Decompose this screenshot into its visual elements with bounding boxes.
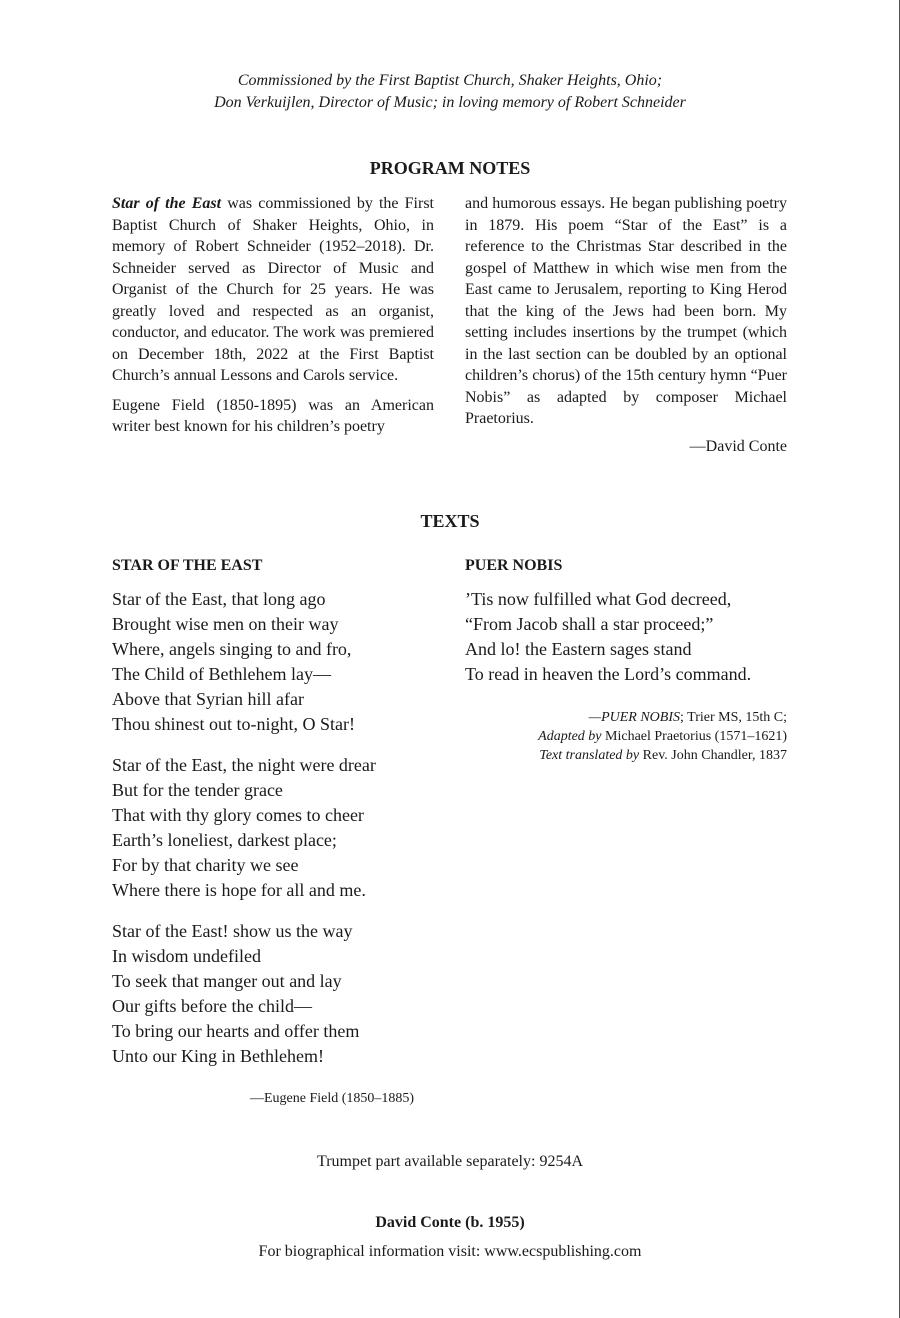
adapted-label: Adapted by [538, 729, 602, 744]
poem-line: ’Tis now fulfilled what God decreed, [465, 589, 732, 609]
dedication-line-1: Commissioned by the First Baptist Church, Shaker Heights, Ohio; [237, 72, 663, 89]
translated-label: Text translated by [539, 748, 640, 763]
poem-line: That with thy glory comes to cheer [112, 805, 364, 825]
attribution-translated [465, 746, 787, 765]
program-notes-heading: PROGRAM NOTES [369, 158, 531, 178]
star-of-the-east-title: STAR OF THE EAST [112, 557, 263, 574]
poem-line: To seek that manger out and lay [112, 971, 342, 991]
adapted-name: Michael Praetorius (1571–1621) [601, 729, 787, 744]
program-notes-paragraph-1 [112, 193, 434, 387]
star-of-the-east-poem [112, 587, 376, 1085]
attribution-source-title: PUER NOBIS [601, 710, 681, 725]
poem-line: For by that charity we see [112, 855, 299, 875]
poem-line: Thou shinest out to-night, O Star! [112, 714, 355, 734]
notes-signoff: —David Conte [689, 437, 787, 455]
poem-stanza [465, 587, 751, 687]
work-title: Star of the East [112, 195, 222, 212]
paragraph-1-text: was commissioned by the First Baptist Church of Shaker Heights, Ohio, in memory of Robert Schneider (1952–2018). Dr. Schneider served as Director of Music and Organist of the Church for 25 years. He was greatly loved and respected as an organist, conductor, and educator. The work was premiered on December 18th, 2022 at the First Baptist Church’s annual Lessons and Carols service. [112, 195, 435, 384]
attribution-adapted [465, 727, 787, 746]
puer-nobis-title: PUER NOBIS [465, 557, 563, 574]
attribution-source-rest: ; Trier MS, 15th C; [680, 710, 787, 725]
dedication [0, 70, 900, 114]
poem-line: But for the tender grace [112, 780, 283, 800]
star-attribution: —Eugene Field (1850–1885) [250, 1091, 415, 1106]
composer-name: David Conte (b. 1955) [375, 1214, 525, 1231]
poem-line: In wisdom undefiled [112, 946, 261, 966]
poem-line: Our gifts before the child— [112, 996, 312, 1016]
program-notes-paragraph-2-end: and humorous essays. He began publishing poetry in 1879. His poem “Star of the East” is a reference to the Christmas Star described in the gospel of Matthew in which wise men from the East came to Jerusalem, reporting to King Herod that the king of the Jews had been born. My setting includes insertions by the trumpet (which in the last section can be doubled by an optional children’s chorus) of the 15th century hymn “Puer Nobis” as adapted by composer Michael Praetorius. [465, 195, 787, 427]
puer-nobis-poem [465, 587, 751, 703]
translated-name: Rev. John Chandler, 1837 [639, 748, 787, 763]
attribution-dash: — [588, 710, 602, 725]
poem-line: The Child of Bethlehem lay— [112, 664, 331, 684]
poem-stanza [112, 587, 376, 737]
biography-link-text: For biographical information visit: www.ecspublishing.com [258, 1243, 642, 1260]
poem-line: Where there is hope for all and me. [112, 880, 366, 900]
poem-stanza [112, 753, 376, 903]
poem-line: Where, angels singing to and fro, [112, 639, 352, 659]
poem-line: “From Jacob shall a star proceed;” [465, 614, 714, 634]
poem-line: Unto our King in Bethlehem! [112, 1046, 324, 1066]
poem-line: Above that Syrian hill afar [112, 689, 304, 709]
texts-heading: TEXTS [420, 511, 480, 531]
attribution-source [465, 708, 787, 727]
poem-line: Star of the East! show us the way [112, 921, 353, 941]
puer-nobis-attribution [465, 708, 787, 765]
dedication-line-2: Don Verkuijlen, Director of Music; in loving memory of Robert Schneider [214, 94, 686, 111]
poem-line: Star of the East, that long ago [112, 589, 326, 609]
program-notes-paragraph-2-start: Eugene Field (1850-1895) was an American writer best known for his children’s poetry [112, 396, 434, 435]
program-notes-right-column [465, 193, 787, 457]
poem-line: To bring our hearts and offer them [112, 1021, 360, 1041]
program-notes-left-column [112, 193, 434, 446]
poem-line: Brought wise men on their way [112, 614, 339, 634]
trumpet-part-note: Trumpet part available separately: 9254A [317, 1153, 583, 1170]
poem-line: Earth’s loneliest, darkest place; [112, 830, 337, 850]
poem-line: To read in heaven the Lord’s command. [465, 664, 752, 684]
poem-line: Star of the East, the night were drear [112, 755, 376, 775]
poem-stanza [112, 919, 376, 1069]
poem-line: And lo! the Eastern sages stand [465, 639, 692, 659]
